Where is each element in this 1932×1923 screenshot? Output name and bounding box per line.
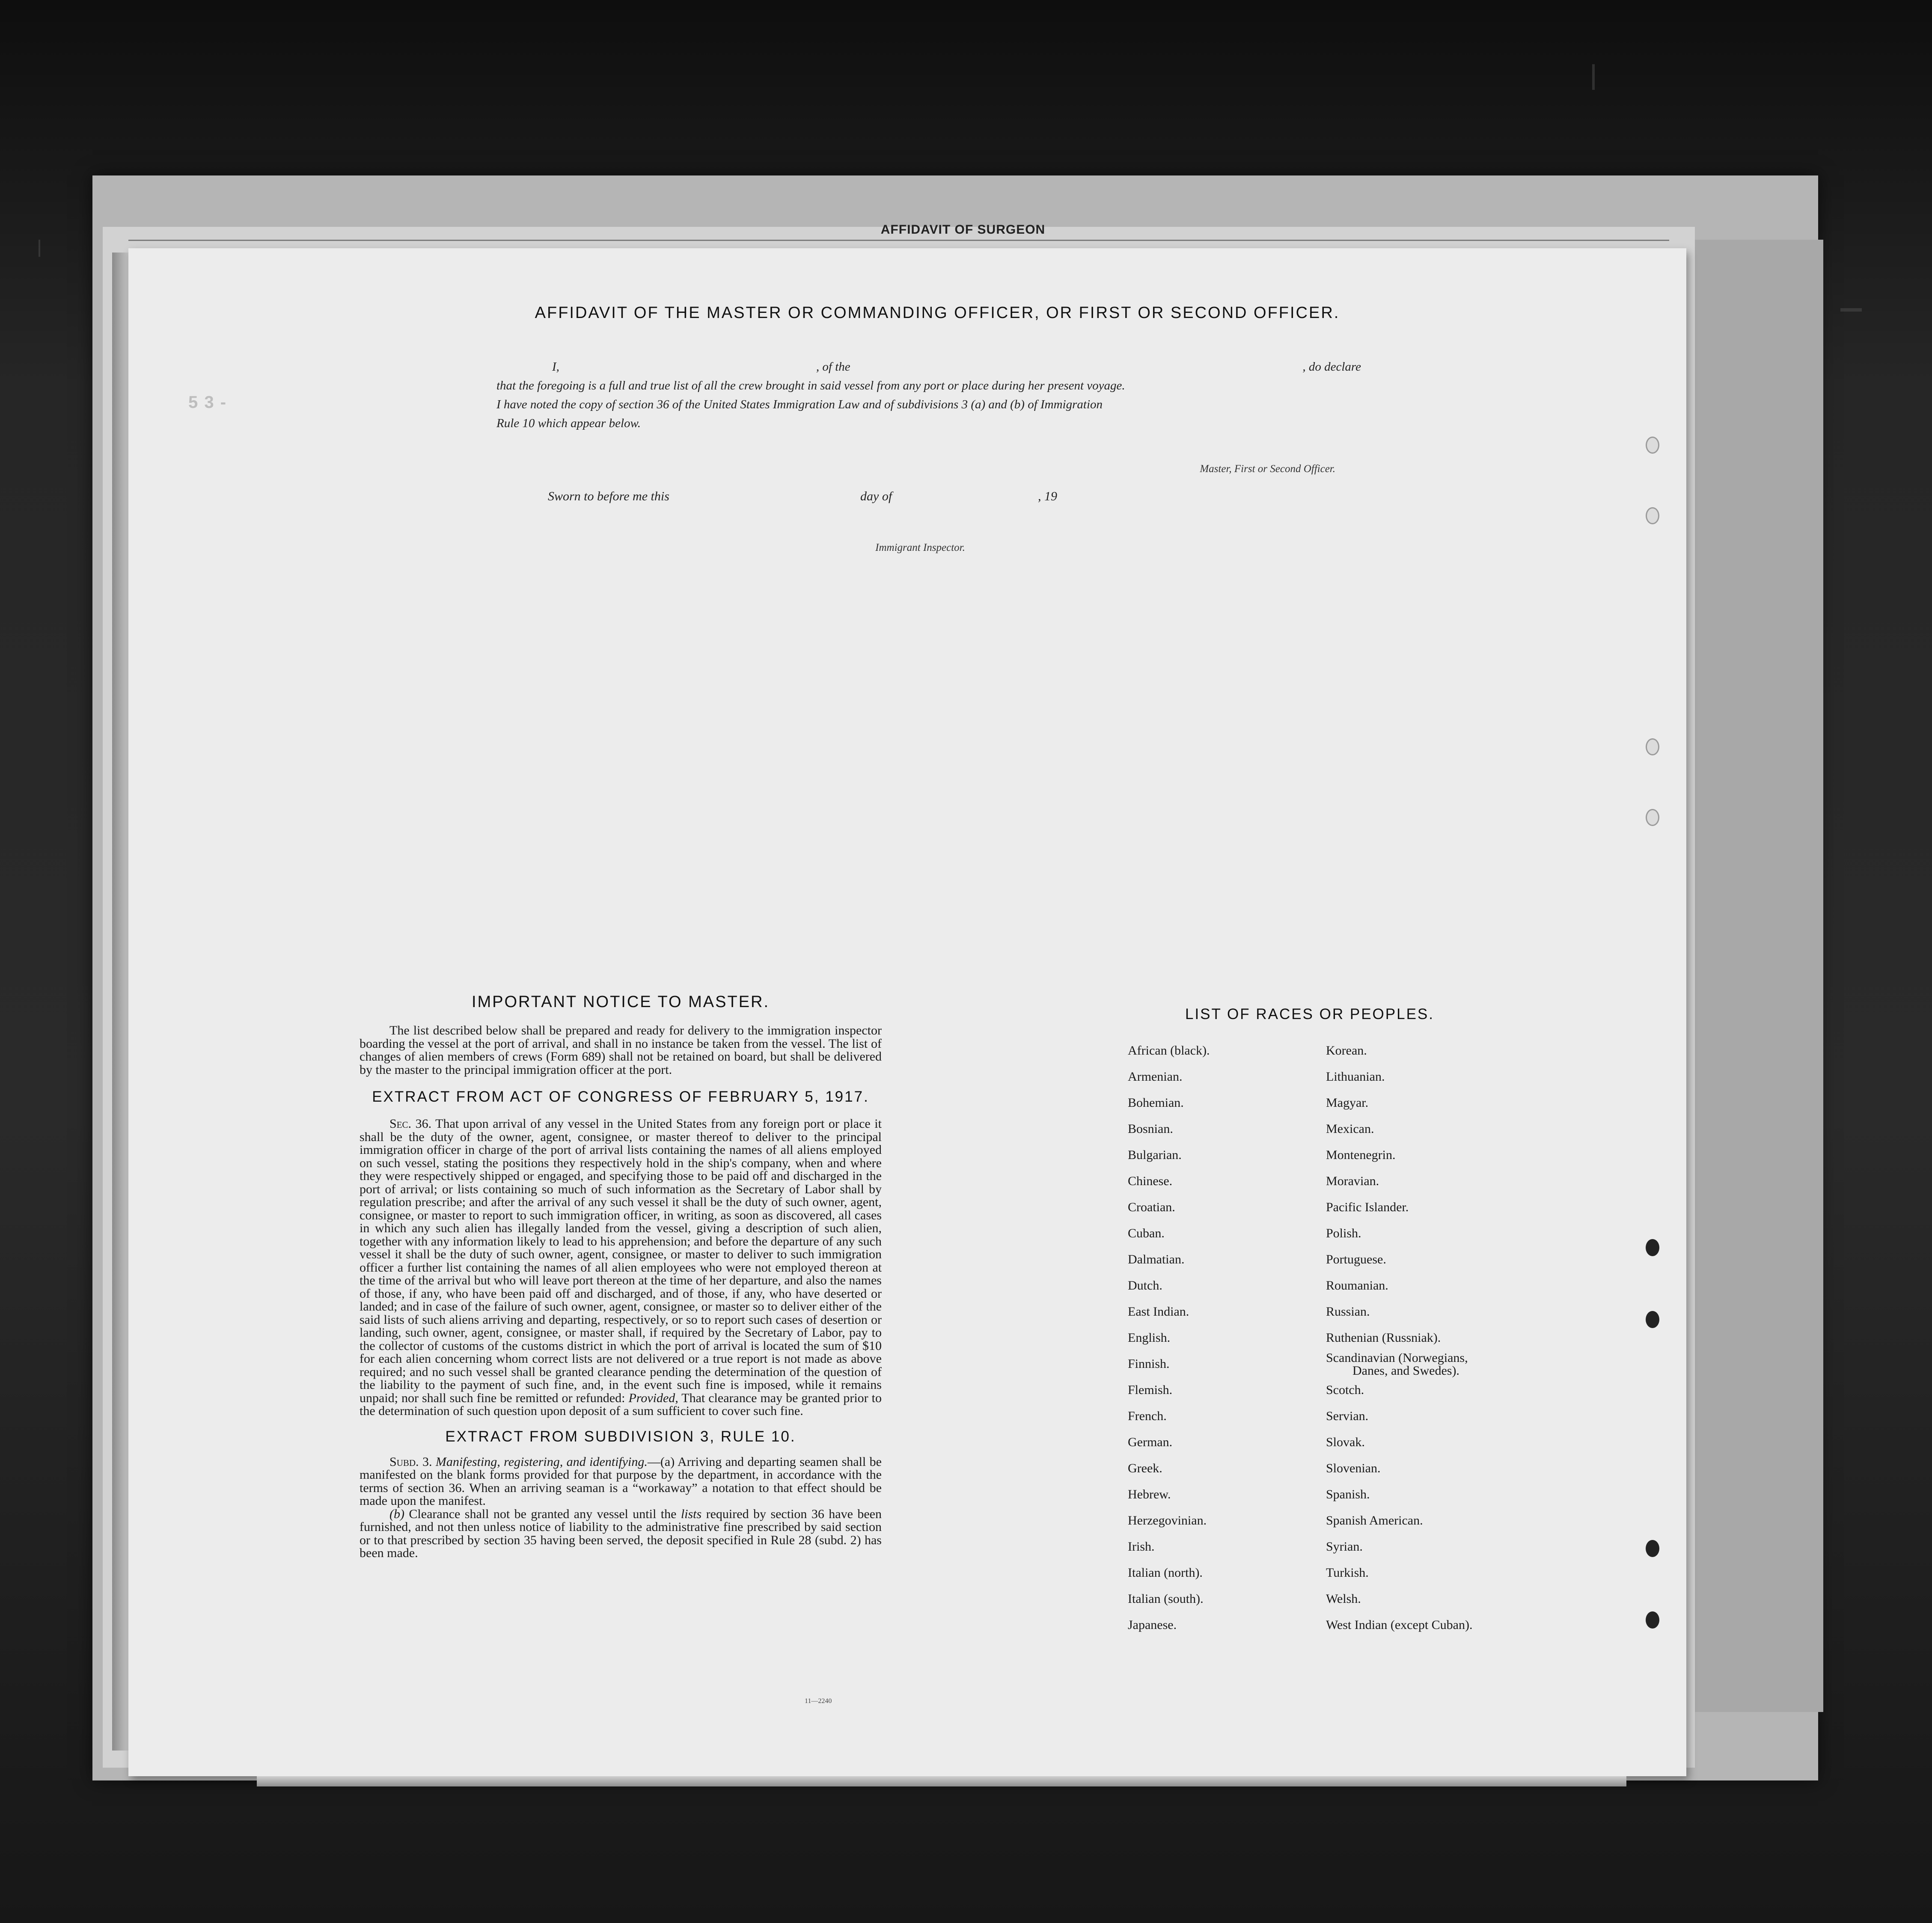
punch-hole-icon [1646,738,1659,755]
faint-stamp: 5 3 - [188,393,227,412]
race-item: Roumanian. [1326,1278,1388,1293]
race-item: Russian. [1326,1305,1370,1319]
race-item: West Indian (except Cuban). [1326,1618,1473,1632]
declaration-line: Rule 10 which appear below. [496,416,641,430]
declaration-i: I, [552,360,559,374]
race-item: Hebrew. [1128,1487,1171,1501]
declaration-line: that the foregoing is a full and true list of all the crew brought in said vessel from any port or place during her present voyage. [496,379,1125,392]
race-item: Bulgarian. [1128,1148,1182,1162]
film-scratch [39,240,40,257]
races-title: LIST OF RACES OR PEOPLES. [1185,1006,1434,1022]
punch-hole-icon [1646,809,1659,826]
notice-body: The list described below shall be prepared and ready for delivery to the immigration inspector boarding the vessel at the port of arrival, and shall in no instance be taken from the vessel. The list of changes of alien members of crews (Form 689) shall not be retained on board, but shall be delivered by the master to the principal immigration officer at the port. [360,1023,882,1077]
race-item: Spanish. [1326,1487,1370,1501]
race-item: Dalmatian. [1128,1252,1185,1266]
act-section-36 [360,1118,882,1418]
race-item: Bosnian. [1128,1122,1173,1136]
subdivision-b-text-end: required by section 36 have been furnished, and not then unless notice of liability to the administrative fine prescribed by said section or to that prescribed by section 35 having been served, the deposit specified in Rule 28 (subd. 2) has been made. [360,1507,882,1560]
affidavit-title: AFFIDAVIT OF THE MASTER OR COMMANDING OFFICER, OR FIRST OR SECOND OFFICER. [535,304,1340,322]
race-item: Slovak. [1326,1435,1365,1449]
race-item: French. [1128,1409,1167,1423]
race-item: Chinese. [1128,1174,1173,1188]
rule-subdivision-a [360,1456,882,1508]
sheet-edge-strip [1695,240,1823,1712]
race-item: Montenegrin. [1326,1148,1396,1162]
notice-column [360,993,882,1560]
race-item: East Indian. [1128,1305,1189,1319]
race-item: Servian. [1326,1409,1369,1423]
punch-hole-icon [1646,1611,1659,1629]
page-bottom-edge [257,1776,1626,1786]
race-item: Herzegovinian. [1128,1513,1207,1528]
subdivision-b-label: (b) [389,1507,404,1521]
affidavit-declaration [496,357,1361,433]
race-item: Italian (north). [1128,1566,1203,1580]
race-item: Cuban. [1128,1226,1165,1240]
race-item: Polish. [1326,1226,1361,1240]
race-item: Armenian. [1128,1070,1183,1084]
race-item: Bohemian. [1128,1096,1184,1110]
race-item: Spanish American. [1326,1513,1423,1528]
race-item: Irish. [1128,1540,1155,1554]
rule-subdivision-b [360,1508,882,1560]
race-item: Scandinavian (Norwegians, [1326,1351,1468,1365]
race-item: Pacific Islander. [1326,1200,1409,1214]
declaration-do-declare: , do declare [1302,360,1361,374]
punch-hole-icon [1646,1311,1659,1328]
race-item: Moravian. [1326,1174,1379,1188]
subdivision-label: Subd. 3. [389,1454,432,1469]
race-item: Croatian. [1128,1200,1175,1214]
race-item: African (black). [1128,1043,1210,1058]
notice-title: IMPORTANT NOTICE TO MASTER. [471,993,770,1011]
race-item: Scotch. [1326,1383,1364,1397]
race-item: Flemish. [1128,1383,1173,1397]
film-scratch [1840,308,1862,312]
inspector-signature-label: Immigrant Inspector. [875,542,965,553]
race-item: English. [1128,1331,1171,1345]
subdivision-a-text: —(a) Arriving and departing seamen shall be manifested on the blank forms provided for that purpose by the department, in accordance with the terms of section 36. When an arriving seaman is a “workaway” a notation to that effect should be made upon the manifest. [360,1454,882,1508]
punch-hole-icon [1646,1540,1659,1557]
race-item: Dutch. [1128,1278,1162,1293]
subdivision-heading: Manifesting, registering, and identifying. [435,1454,648,1469]
punch-hole-icon [1646,437,1659,454]
race-item-note: Danes, and Swedes). [1352,1364,1459,1378]
race-item: Ruthenian (Russniak). [1326,1331,1441,1345]
master-signature-label: Master, First or Second Officer. [1200,463,1335,475]
race-item: Finnish. [1128,1357,1170,1371]
form-number: 11—2240 [805,1697,832,1705]
sworn-text: Sworn to before me this [548,489,669,503]
sworn-year: , 19 [1038,489,1057,503]
race-item: Syrian. [1326,1540,1363,1554]
punch-hole-icon [1646,507,1659,524]
race-item: Lithuanian. [1326,1070,1385,1084]
surgeon-affidavit-header: AFFIDAVIT OF SURGEON [880,223,1046,237]
lists-word: lists [681,1507,702,1521]
sworn-day-of: day of [860,489,892,503]
declaration-line: I have noted the copy of section 36 of the United States Immigration Law and of subdivisions 3 (a) and (b) of Immigration [496,398,1103,411]
race-item: Mexican. [1326,1122,1374,1136]
race-item: Turkish. [1326,1566,1369,1580]
race-item: German. [1128,1435,1173,1449]
declaration-of-the: , of the [816,360,850,374]
race-item: Japanese. [1128,1618,1177,1632]
subdivision-b-text: Clearance shall not be granted any vessel until the [409,1507,677,1521]
section-36-text-end: That clearance may be granted prior to the determination of such question upon deposit of a sum sufficient to cover such fine. [360,1391,882,1418]
header-rule [128,240,1669,241]
declaration-line [496,357,1361,376]
rule-extract-title: EXTRACT FROM SUBDIVISION 3, RULE 10. [445,1428,796,1445]
provided-word: Provided, [628,1391,678,1405]
punch-hole-icon [1646,1239,1659,1256]
race-item: Greek. [1128,1461,1162,1475]
race-item: Korean. [1326,1043,1367,1058]
race-item: Portuguese. [1326,1252,1386,1266]
race-item: Welsh. [1326,1592,1361,1606]
section-36-text: That upon arrival of any vessel in the United States from any foreign port or place it shall be the duty of the owner, agent, consignee, or master thereof to deliver to the principal immigration officer in charge of the port of arrival lists containing the names of all aliens employed on such vessel, stating the positions they respectively hold in the ship's company, when and where they were respectively shipped or engaged, and specifying those to be paid off and discharged in the port of arrival; or lists containing so much of such information as the Secretary of Labor shall by regulation prescribe; and after the arrival of any such vessel it shall be the duty of such owner, agent, consignee, or master to report to such immigration officer, in writing, as soon as discovered, all cases in which any such alien has illegally landed from the vessel, giving a description of such alien, together with any information likely to lead to his apprehension; and before the departure of any such vessel it shall be the duty of such owner, agent, consignee, or master to deliver to such immigration officer a further list containing the names of all alien employees who were not employed thereon at the time of the arrival but who will leave port thereon at the time of her departure, and also the names of those, if any, who have been paid off and discharged, and of those, if any, who have deserted or landed; and in case of the failure of such owner, agent, consignee, or master so to deliver either of the said lists of such aliens arriving and departing, respectively, or so to report such cases of desertion or landing, such owner, agent, consignee, or master shall, if required by the Secretary of Labor, pay to the collector of customs of the customs district in which the port of arrival is located the sum of $10 for each alien concerning whom correct lists are not delivered or a true report is not made as above required; and no such vessel shall be granted clearance pending the determination of the question of the liability to the payment of such fine, and, in the event such fine is imposed, while it remains unpaid; nor shall such fine be remitted or refunded: [360,1117,882,1405]
race-item: Italian (south). [1128,1592,1204,1606]
race-item: Magyar. [1326,1096,1369,1110]
race-item: Slovenian. [1326,1461,1381,1475]
section-label: Sec. 36. [389,1117,432,1131]
page-stack-edge [112,253,129,1751]
act-extract-title: EXTRACT FROM ACT OF CONGRESS OF FEBRUARY 5, 1917. [372,1088,869,1105]
film-scratch [1592,64,1595,90]
